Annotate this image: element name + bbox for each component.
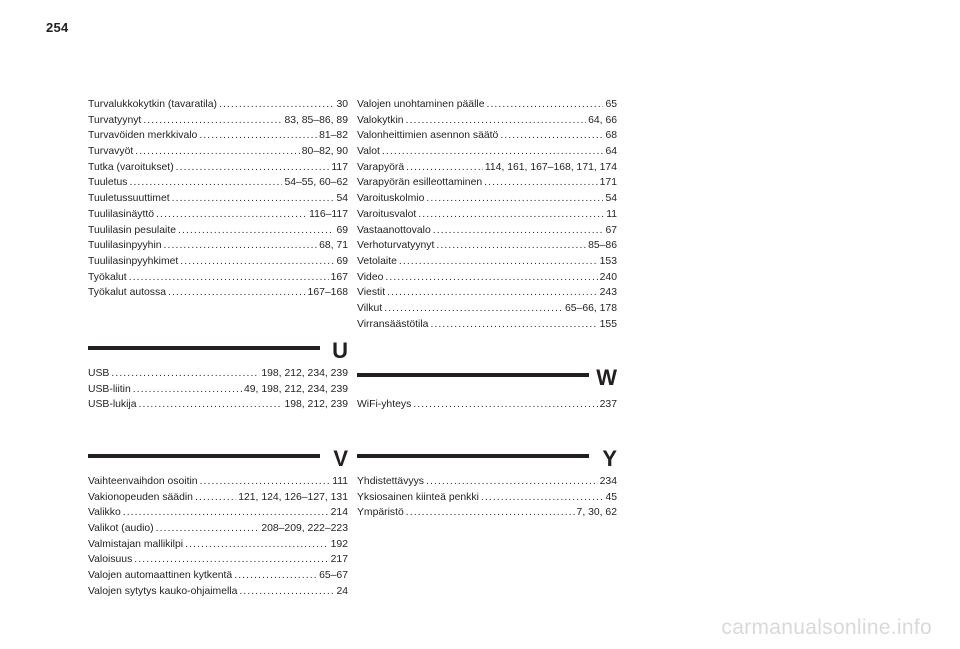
- index-page-refs: 68, 71: [319, 240, 348, 252]
- index-page-refs: 11: [606, 208, 617, 220]
- section-letter: U: [332, 338, 348, 363]
- dot-leader: [195, 490, 236, 506]
- index-entry: [88, 584, 348, 600]
- dot-leader: [430, 317, 597, 333]
- index-group-v-continued: [357, 97, 617, 332]
- index-page-refs: 240: [599, 271, 617, 283]
- index-entry: [88, 568, 348, 584]
- index-term: Vetolaite: [357, 255, 397, 267]
- index-page-refs: 114, 161, 167–168, 171, 174: [484, 161, 617, 173]
- index-term: USB-liitin: [88, 383, 131, 395]
- dot-leader: [129, 175, 282, 191]
- index-entry: [88, 223, 348, 239]
- index-entry: [357, 270, 617, 286]
- dot-leader: [387, 285, 598, 301]
- index-term: Valojen unohtaminen päälle: [357, 99, 485, 110]
- dot-leader: [426, 191, 603, 207]
- dot-leader: [123, 505, 329, 521]
- index-page-refs: 24: [336, 585, 348, 597]
- dot-leader: [172, 191, 335, 207]
- page-number: 254: [46, 20, 69, 35]
- index-page-refs: 153: [599, 255, 617, 267]
- index-group-u: [88, 366, 348, 413]
- index-page-refs: 81–82: [319, 130, 348, 142]
- index-entry: [357, 254, 617, 270]
- index-term: Varapyörän esilleottaminen: [357, 177, 483, 189]
- section-letter: Y: [602, 446, 617, 471]
- index-entry: [88, 474, 348, 490]
- index-page-refs: 65–66, 178: [564, 302, 617, 314]
- index-entry: [88, 521, 348, 537]
- index-term: Turvavöiden merkkivalo: [88, 130, 198, 142]
- dot-leader: [164, 238, 318, 254]
- index-term: Valoisuus: [88, 554, 133, 566]
- index-term: Yksiosainen kiinteä penkki: [357, 491, 479, 503]
- index-term: Valonheittimien asennon säätö: [357, 130, 499, 142]
- index-page-refs: 54: [605, 193, 617, 205]
- index-term: Turvavyöt: [88, 146, 134, 158]
- index-page-refs: 64, 66: [588, 114, 617, 126]
- dot-leader: [156, 207, 307, 223]
- index-term: Vaihteenvaihdon osoitin: [88, 476, 198, 487]
- dot-leader: [384, 301, 563, 317]
- index-page-refs: 208–209, 222–223: [261, 523, 348, 535]
- index-entry: [88, 552, 348, 568]
- index-term: Valojen sytytys kauko-ohjaimella: [88, 585, 238, 597]
- index-term: Vilkut: [357, 302, 383, 314]
- dot-leader: [234, 568, 317, 584]
- index-page-refs: 64: [605, 146, 617, 158]
- index-entry: [357, 144, 617, 160]
- dot-leader: [399, 254, 598, 270]
- index-group-t: [88, 97, 348, 301]
- index-page-refs: 111: [332, 476, 348, 487]
- dot-leader: [185, 537, 329, 553]
- index-page-refs: 67: [605, 224, 617, 236]
- index-term: Tuulilasinpyyhin: [88, 240, 162, 252]
- index-term: USB: [88, 368, 110, 379]
- index-term: Tuuletus: [88, 177, 128, 189]
- section-header-y: [357, 446, 617, 477]
- index-page-refs: 198, 212, 239: [284, 399, 348, 411]
- watermark: carmanualsonline.info: [721, 616, 932, 639]
- section-header-v: [88, 446, 348, 477]
- index-term: Työkalut: [88, 271, 127, 283]
- index-term: Valmistajan mallikilpi: [88, 538, 184, 550]
- index-page-refs: 198, 212, 234, 239: [261, 368, 348, 379]
- index-entry: [88, 97, 348, 113]
- dot-leader: [239, 584, 334, 600]
- index-page-refs: 217: [330, 554, 348, 566]
- section-letter: V: [333, 446, 348, 471]
- index-page-refs: 7, 30, 62: [576, 507, 617, 519]
- section-rule: [88, 346, 320, 350]
- index-group-w: [357, 397, 617, 413]
- section-letter: W: [596, 365, 617, 390]
- index-entry: [88, 144, 348, 160]
- index-entry: [357, 397, 617, 413]
- dot-leader: [129, 270, 329, 286]
- index-term: Varoituskolmio: [357, 193, 425, 205]
- dot-leader: [200, 474, 331, 490]
- index-page-refs: 69: [336, 255, 348, 267]
- index-page-refs: 234: [599, 476, 617, 487]
- index-term: Vakionopeuden säädin: [88, 491, 193, 503]
- dot-leader: [406, 160, 483, 176]
- index-page-refs: 214: [330, 507, 348, 519]
- dot-leader: [134, 552, 328, 568]
- section-rule: [357, 373, 589, 377]
- index-term: Varapyörä: [357, 161, 405, 173]
- dot-leader: [219, 97, 334, 113]
- index-page-refs: 116–117: [309, 208, 348, 220]
- index-page-refs: 237: [599, 399, 617, 410]
- index-entry: [88, 254, 348, 270]
- index-entry: [357, 317, 617, 333]
- index-entry: [357, 474, 617, 490]
- index-entry: [88, 191, 348, 207]
- dot-leader: [178, 223, 334, 239]
- section-rule: [357, 454, 589, 458]
- index-page-refs: 69: [336, 224, 348, 236]
- index-term: Tuuletussuuttimet: [88, 193, 170, 205]
- index-page-refs: 68: [605, 130, 617, 142]
- index-page-refs: 54–55, 60–62: [284, 177, 348, 189]
- index-term: Valojen automaattinen kytkentä: [88, 570, 233, 582]
- index-entry: [88, 382, 348, 398]
- dot-leader: [486, 97, 603, 113]
- index-term: Video: [357, 271, 384, 283]
- index-entry: [88, 366, 348, 382]
- index-term: Vastaanottovalo: [357, 224, 431, 236]
- index-page-refs: 65: [605, 99, 617, 110]
- index-page-refs: 167: [330, 271, 348, 283]
- index-term: Turvatyynyt: [88, 114, 142, 126]
- index-term: Ympäristö: [357, 507, 404, 519]
- index-term: Valikko: [88, 507, 121, 519]
- dot-leader: [168, 285, 306, 301]
- index-page-refs: 121, 124, 126–127, 131: [238, 491, 348, 503]
- index-page-refs: 85–86: [588, 240, 617, 252]
- index-page-refs: 167–168: [307, 287, 348, 299]
- index-page-refs: 54: [336, 193, 348, 205]
- index-term: Verhoturvatyynyt: [357, 240, 435, 252]
- index-term: WiFi-yhteys: [357, 399, 412, 410]
- index-term: Turvalukkokytkin (tavaratila): [88, 99, 217, 110]
- index-entry: [357, 160, 617, 176]
- section-header-w: [357, 365, 617, 396]
- dot-leader: [433, 223, 604, 239]
- index-entry: [88, 537, 348, 553]
- index-entry: [88, 238, 348, 254]
- dot-leader: [176, 160, 330, 176]
- index-entry: [357, 97, 617, 113]
- index-entry: [357, 128, 617, 144]
- dot-leader: [156, 521, 260, 537]
- index-term: Tuulilasin pesulaite: [88, 224, 176, 236]
- index-group-v: [88, 474, 348, 600]
- index-entry: [357, 301, 617, 317]
- index-page-refs: 83, 85–86, 89: [284, 114, 348, 126]
- index-entry: [88, 160, 348, 176]
- section-rule: [88, 454, 320, 458]
- index-entry: [357, 285, 617, 301]
- dot-leader: [481, 490, 604, 506]
- section-header-u: [88, 338, 348, 369]
- dot-leader: [385, 270, 597, 286]
- index-term: Varoitusvalot: [357, 208, 417, 220]
- index-page-refs: 243: [599, 287, 617, 299]
- index-entry: [357, 175, 617, 191]
- index-entry: [357, 191, 617, 207]
- dot-leader: [143, 113, 282, 129]
- index-entry: [88, 175, 348, 191]
- dot-leader: [199, 128, 317, 144]
- index-entry: [88, 490, 348, 506]
- index-term: Työkalut autossa: [88, 287, 166, 299]
- index-term: Valokytkin: [357, 114, 404, 126]
- dot-leader: [180, 254, 334, 270]
- index-entry: [357, 490, 617, 506]
- index-entry: [88, 270, 348, 286]
- index-page-refs: 30: [336, 99, 348, 110]
- dot-leader: [413, 397, 597, 413]
- dot-leader: [135, 144, 300, 160]
- index-term: Tuulilasinäyttö: [88, 208, 155, 220]
- index-term: Virransäästötila: [357, 318, 429, 330]
- index-term: Valot: [357, 146, 380, 158]
- index-term: Viestit: [357, 287, 386, 299]
- index-entry: [88, 285, 348, 301]
- index-entry: [88, 128, 348, 144]
- index-entry: [357, 238, 617, 254]
- dot-leader: [484, 175, 598, 191]
- dot-leader: [436, 238, 586, 254]
- index-entry: [88, 397, 348, 413]
- index-page-refs: 65–67: [319, 570, 348, 582]
- dot-leader: [406, 113, 587, 129]
- index-term: Tuulilasinpyyhkimet: [88, 255, 179, 267]
- dot-leader: [382, 144, 604, 160]
- dot-leader: [133, 382, 242, 398]
- index-group-y: [357, 474, 617, 521]
- dot-leader: [111, 366, 259, 382]
- index-page-refs: 49, 198, 212, 234, 239: [244, 383, 348, 395]
- index-page-refs: 192: [330, 538, 348, 550]
- index-term: Valikot (audio): [88, 523, 154, 535]
- index-term: USB-lukija: [88, 399, 137, 411]
- index-entry: [88, 505, 348, 521]
- index-entry: [357, 223, 617, 239]
- dot-leader: [139, 397, 283, 413]
- dot-leader: [418, 207, 604, 223]
- index-entry: [357, 505, 617, 521]
- dot-leader: [406, 505, 575, 521]
- index-entry: [357, 207, 617, 223]
- index-term: Yhdistettävyys: [357, 476, 424, 487]
- dot-leader: [500, 128, 603, 144]
- index-entry: [88, 113, 348, 129]
- index-page-refs: 171: [599, 177, 617, 189]
- dot-leader: [426, 474, 598, 490]
- index-page-refs: 155: [599, 318, 617, 330]
- index-page-refs: 45: [605, 491, 617, 503]
- index-entry: [357, 113, 617, 129]
- index-page-refs: 80–82, 90: [301, 146, 348, 158]
- index-term: Tutka (varoitukset): [88, 161, 174, 173]
- index-entry: [88, 207, 348, 223]
- index-page-refs: 117: [331, 161, 348, 173]
